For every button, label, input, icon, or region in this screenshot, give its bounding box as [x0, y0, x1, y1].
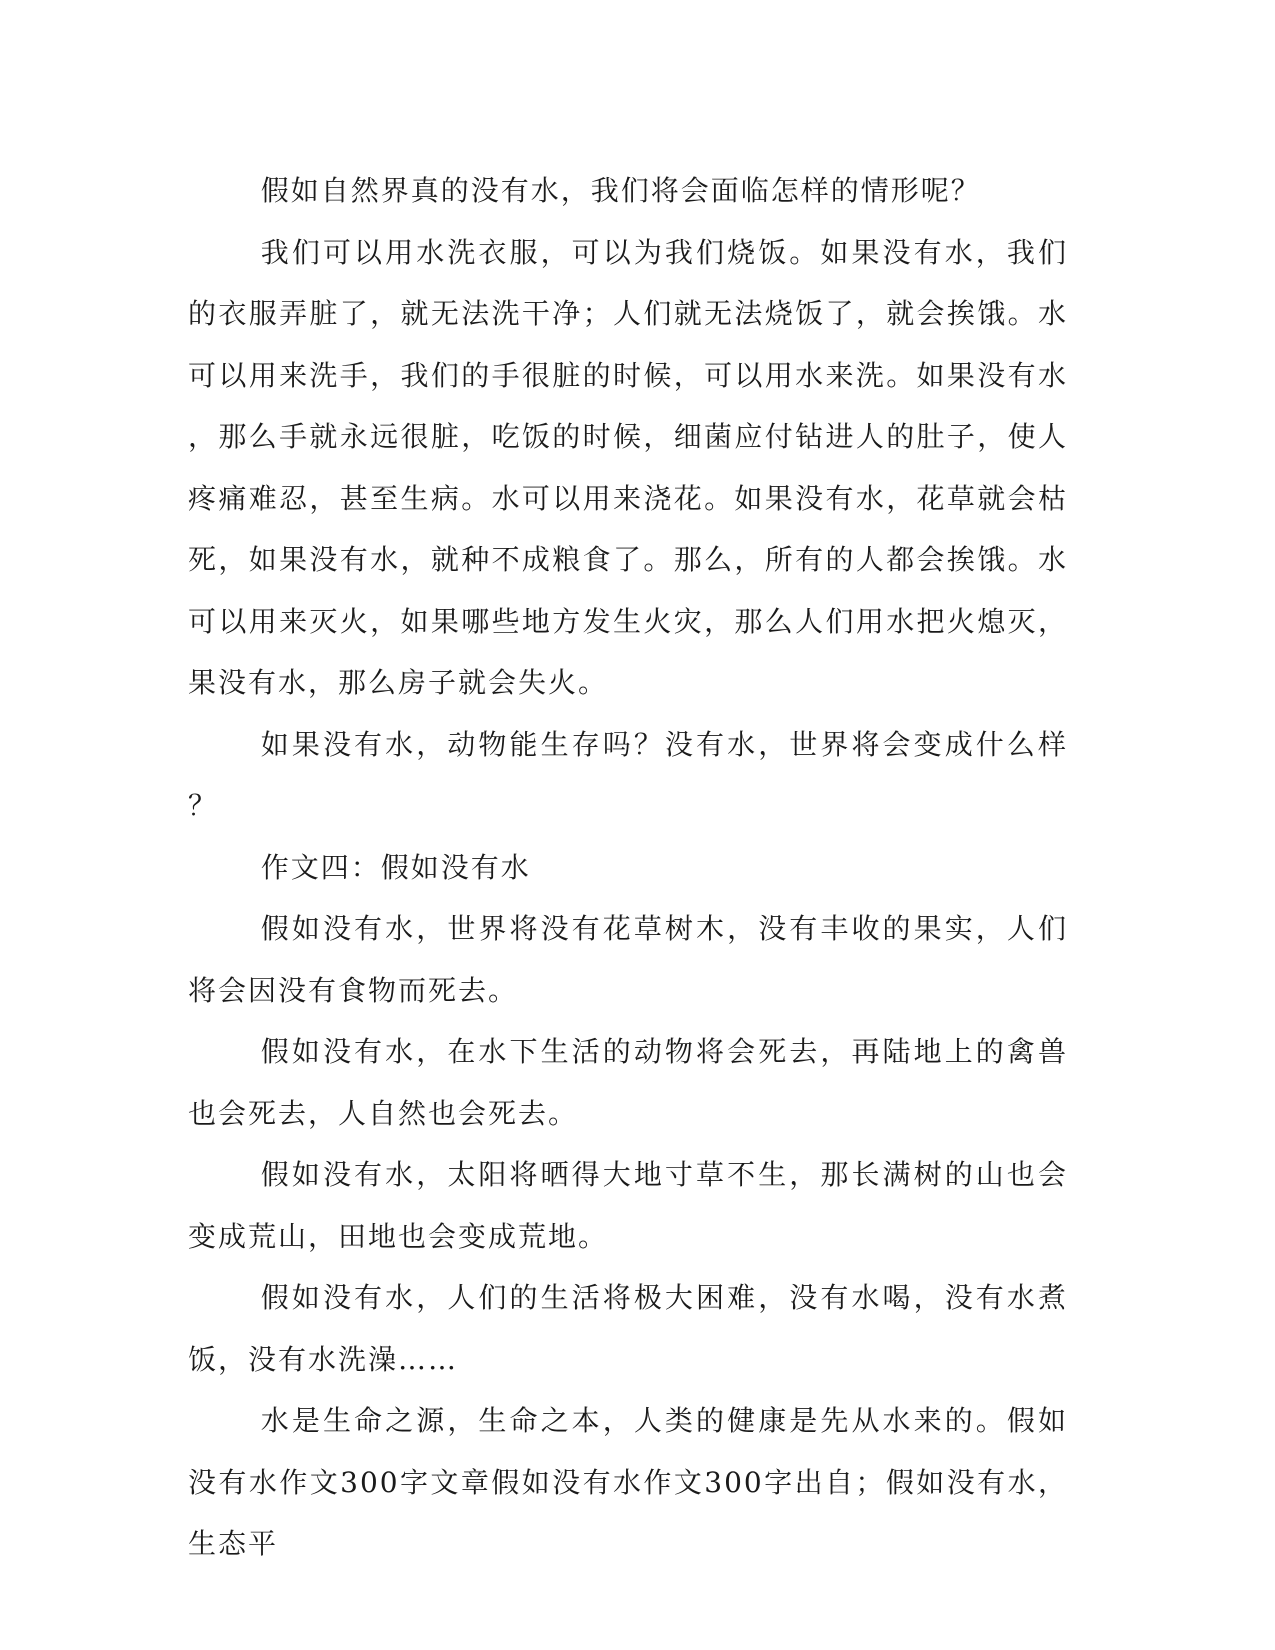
essay-four-heading: 作文四：假如没有水 — [260, 850, 531, 884]
paragraph-uses-of-water: 我们可以用水洗衣服，可以为我们烧饭。如果没有水，我们的衣服弄脏了，就无法洗干净；人们就无法烧饭了，就会挨饿。水可以用来洗手，我们的手很脏的时候，可以用水来洗。如果没有水，那么手就永远很脏，吃饭的时候，细菌应付钻进人的肚子，使人疼痛难忍，甚至生病。水可以用来浇花。如果没有水，花草就会枯死，如果没有水，就种不成粮食了。那么，所有的人都会挨饿。水可以用来灭火，如果哪些地方发生火灾，那么人们用水把火熄灭，果没有水，那么房子就会失火。 — [188, 235, 1068, 699]
paragraph-intro-question: 假如自然界真的没有水，我们将会面临怎样的情形呢？ — [260, 174, 981, 207]
body-text — [188, 160, 1068, 1575]
paragraph-daily-life: 假如没有水，人们的生活将极大困难，没有水喝，没有水煮饭，没有水洗澡…… — [188, 1281, 1068, 1376]
paragraph-barren-land: 假如没有水，太阳将晒得大地寸草不生，那长满树的山也会变成荒山，田地也会变成荒地。 — [188, 1158, 1068, 1253]
paragraph-source-of-life: 水是生命之源，生命之本，人类的健康是先从水来的。假如没有水作文300字文章假如没有水作文300字出自；假如没有水，生态平 — [188, 1404, 1068, 1560]
paragraph-no-plants: 假如没有水，世界将没有花草树木，没有丰收的果实，人们将会因没有食物而死去。 — [188, 912, 1068, 1007]
paragraph-animals-die: 假如没有水，在水下生活的动物将会死去，再陆地上的禽兽也会死去，人自然也会死去。 — [188, 1035, 1068, 1130]
paragraph-animals-question: 如果没有水，动物能生存吗？没有水，世界将会变成什么样？ — [188, 727, 1068, 822]
